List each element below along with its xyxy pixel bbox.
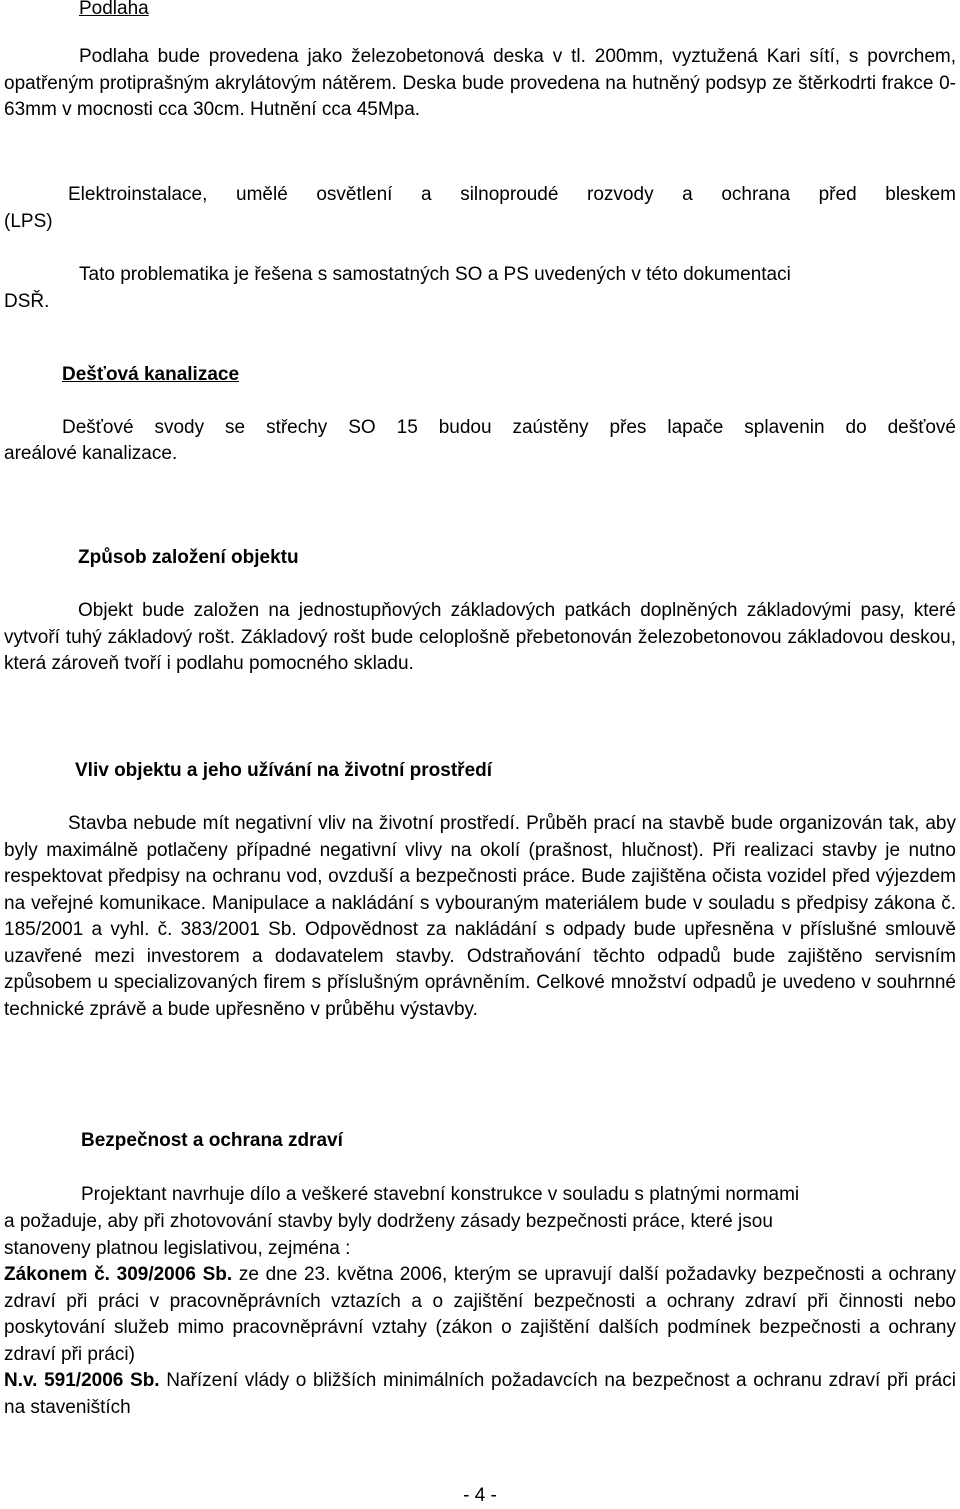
elektro-heading-line2: (LPS) [4, 211, 53, 232]
bezpecnost-line-2: a požaduje, aby při zhotovování stavby byly dodrženy zásady bezpečnosti práce, které jsou [4, 1211, 773, 1232]
law-309-2006-title: Zákonem č. 309/2006 Sb. [4, 1264, 233, 1285]
heading-bezpecnost: Bezpečnost a ochrana zdraví [81, 1130, 343, 1151]
heading-podlaha: Podlaha [79, 0, 149, 19]
paragraph-podlaha: Podlaha bude provedena jako železobetonová deska v tl. 200mm, vyztužená Kari sítí, s povrchem, opatřeným protiprašným akrylátovým nátěrem. Deska bude provedena na hutněný podsyp ze štěrkodrti frakce 0-63mm v mocnosti cca 30cm. Hutnění cca 45Mpa. [4, 46, 956, 120]
elektro-paragraph-line2: DSŘ. [4, 291, 50, 312]
heading-vliv-objektu: Vliv objektu a jeho užívání na životní prostředí [75, 760, 493, 781]
page-number: - 4 - [463, 1485, 497, 1506]
destova-paragraph-line1: Dešťové svody se střechy SO 15 budou zaústěny přes lapače splavenin do dešťové [62, 417, 956, 438]
paragraph-zpusob-zalozeni: Objekt bude založen na jednostupňových základových patkách doplněných základovými pasy, které vytvoří tuhý základový rošt. Základový rošt bude celoplošně přebetonován železobetonovou základovou deskou, která zároveň tvoří i podlahu pomocného skladu. [4, 600, 956, 674]
elektro-paragraph-line1: Tato problematika je řešena s samostatných SO a PS uvedených v této dokumentaci [79, 264, 791, 285]
elektro-heading-line1: Elektroinstalace, umělé osvětlení a silnoproudé rozvody a ochrana před bleskem [68, 184, 956, 205]
destova-paragraph-line2: areálové kanalizace. [4, 443, 178, 464]
law-591-2006-text: Nařízení vlády o bližších minimálních požadavcích na bezpečnost a ochranu zdraví při práci na staveništích [4, 1370, 956, 1418]
law-309-2006 [4, 1262, 956, 1368]
law-591-2006-title: N.v. 591/2006 Sb. [4, 1370, 160, 1391]
bezpecnost-line-1: Projektant navrhuje dílo a veškeré stavební konstrukce v souladu s platnými normami [81, 1184, 800, 1205]
heading-destova-kanalizace: Dešťová kanalizace [62, 364, 240, 385]
law-591-2006 [4, 1368, 956, 1421]
heading-zpusob-zalozeni: Způsob založení objektu [78, 547, 299, 568]
paragraph-vliv-objektu: Stavba nebude mít negativní vliv na životní prostředí. Průběh prací na stavbě bude organizován tak, aby byly maximálně potlačeny případné negativní vlivy na okolí (prašnost, hlučnost). Při realizaci stavby je nutno respektovat předpisy na ochranu vod, ovzduší a bezpečnosti práce. Bude zajištěna očista vozidel před výjezdem na veřejné komunikace. Manipulace a nakládání s vybouraným materiálem bude v souladu s předpisy zákona č. 185/2001 a vyhl. č. 383/2001 Sb. Odpovědnost za nakládání s odpady bude upřesněna v příslušné smlouvě uzavřené mezi investorem a dodavatelem stavby. Odstraňování těchto odpadů bude zajištěno servisním způsobem u specializovaných firem s příslušným oprávněním. Celkové množství odpadů je uvedeno v souhrnné technické zprávě a bude upřesněno v průběhu výstavby. [4, 813, 956, 1020]
bezpecnost-line-3: stanoveny platnou legislativou, zejména : [4, 1238, 351, 1259]
law-309-2006-text: ze dne 23. května 2006, kterým se upravují další požadavky bezpečnosti a ochrany zdraví při práci v pracovněprávních vztazích a o zajištění bezpečnosti a ochrany zdraví při činnosti nebo poskytování služeb mimo pracovněprávní vztahy (zákon o zajištění dalších podmínek bezpečnosti a ochrany zdraví při práci) [4, 1264, 956, 1365]
